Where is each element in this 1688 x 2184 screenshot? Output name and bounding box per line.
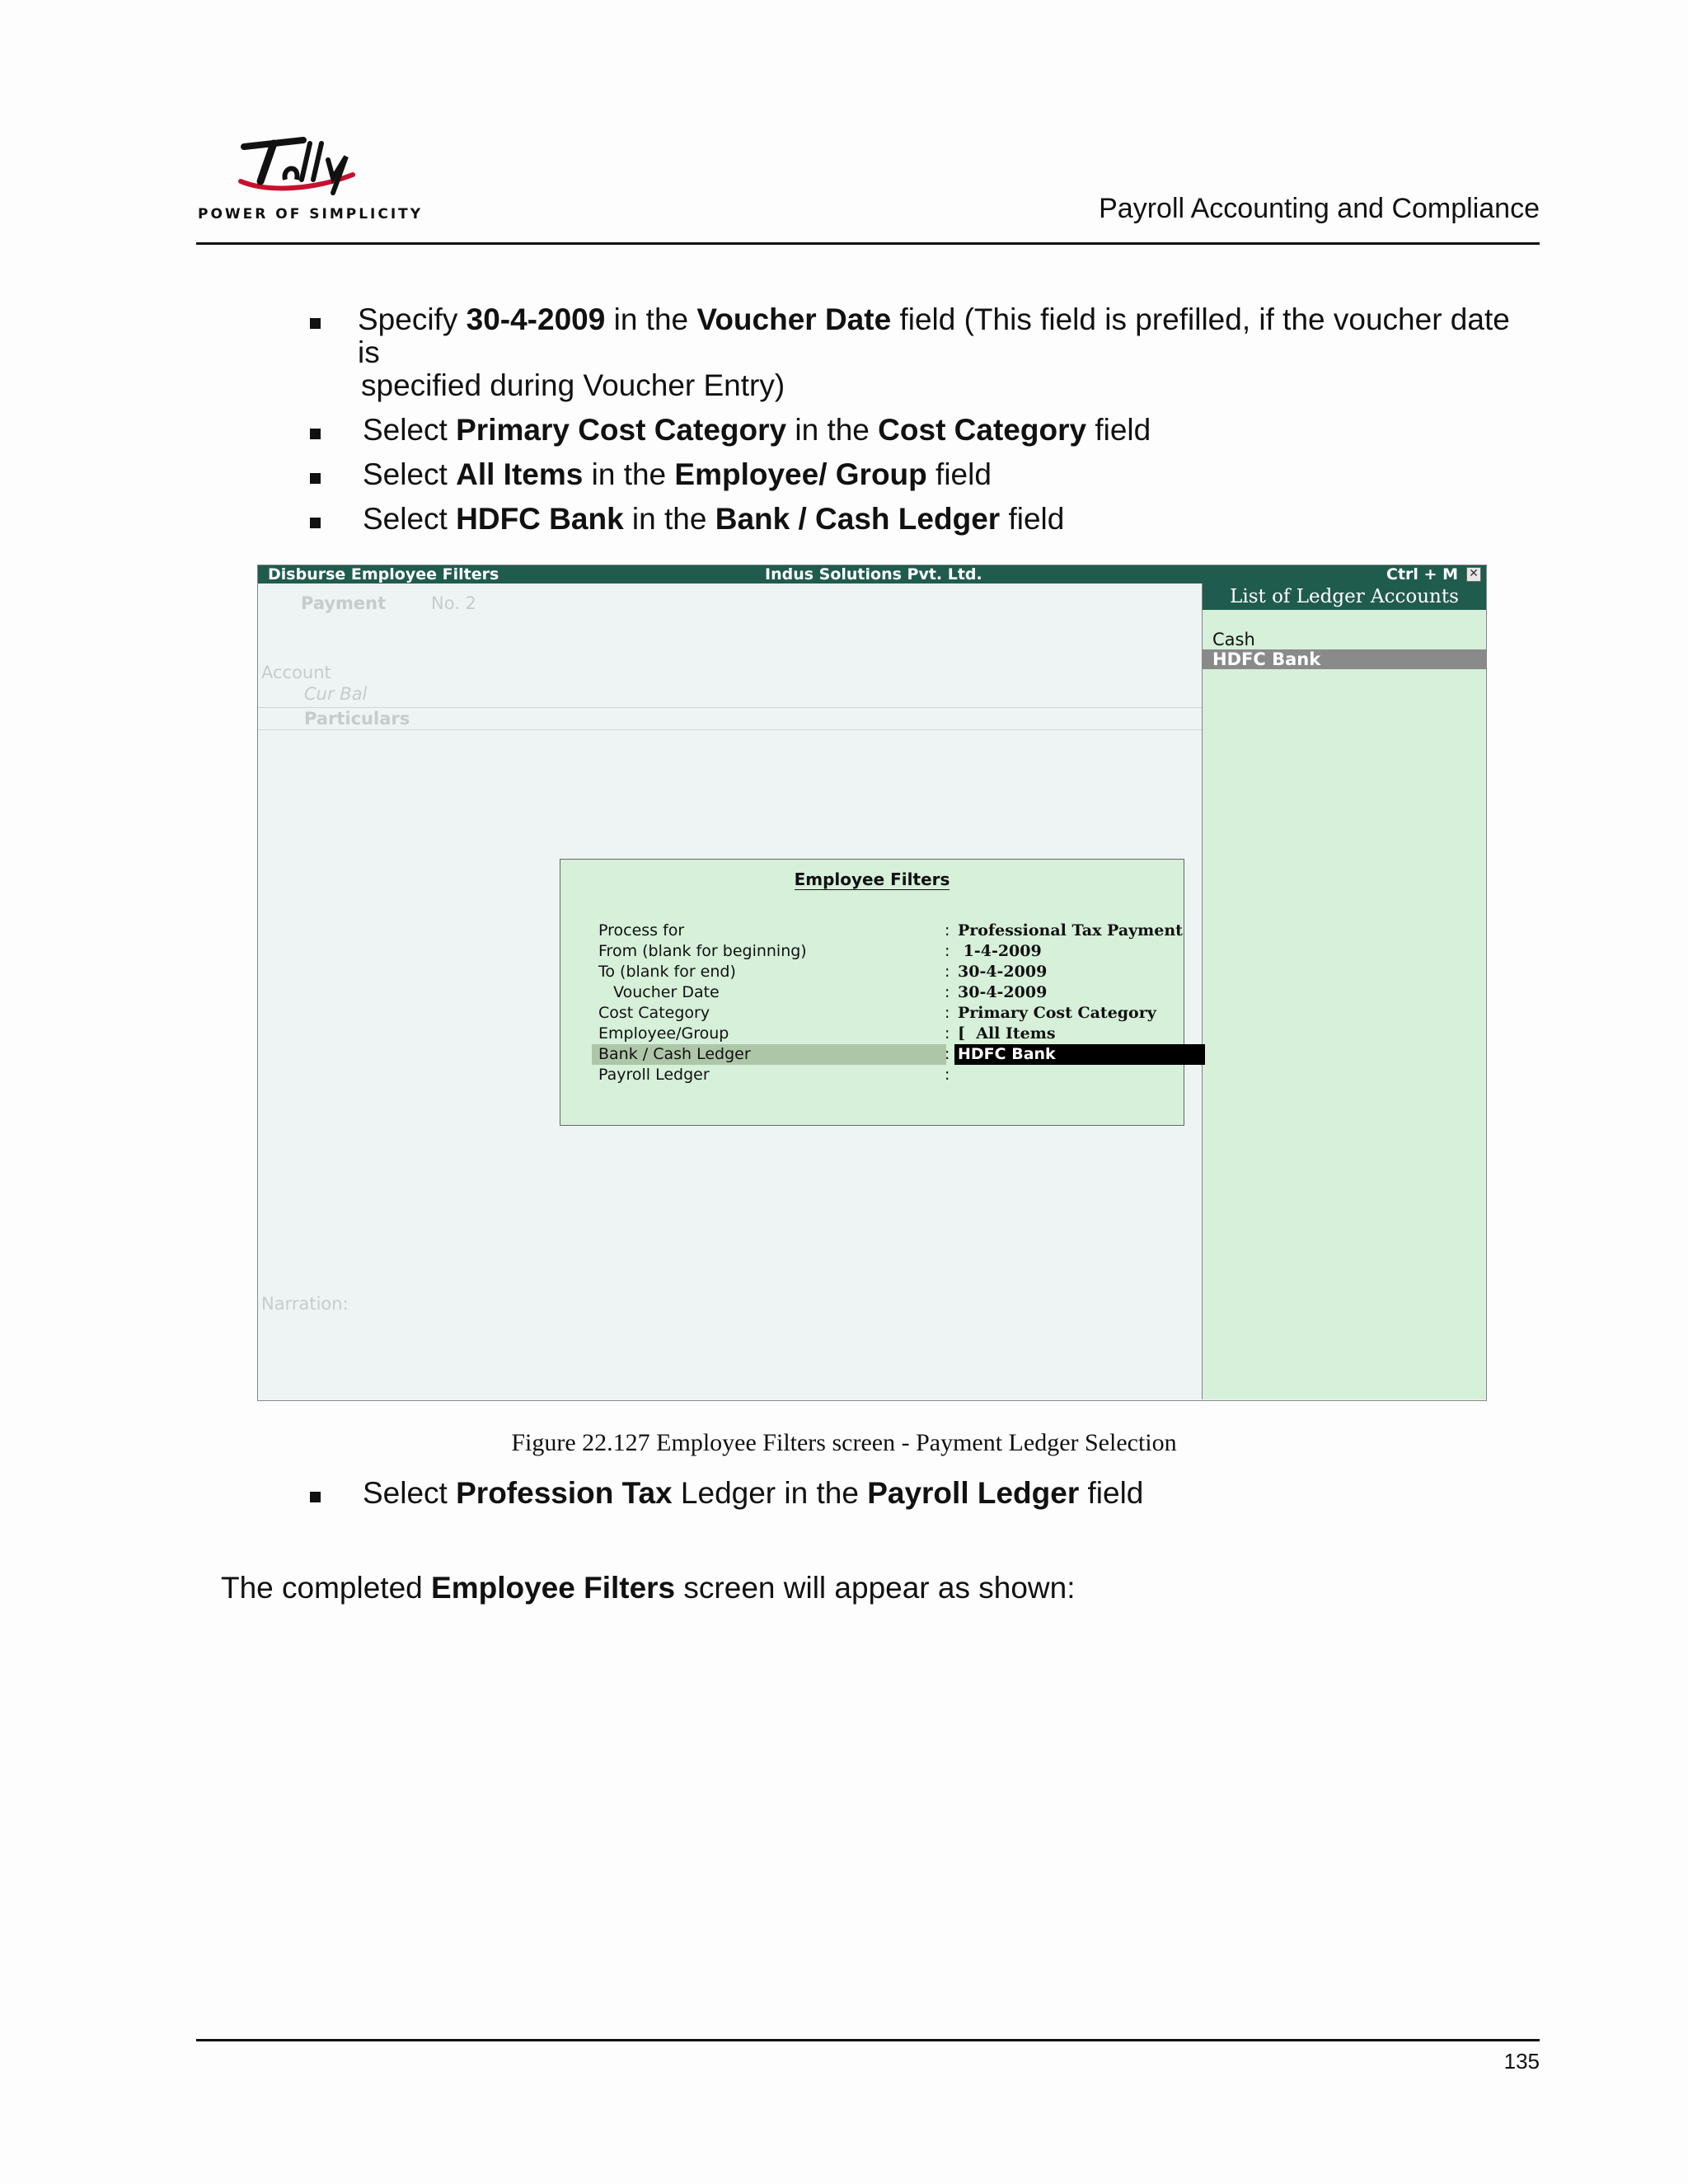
list-item	[307, 503, 1526, 536]
item-text: field	[1086, 413, 1151, 447]
field-colon: :	[945, 1045, 950, 1063]
item-text: Select	[363, 457, 457, 491]
bullet-icon	[310, 1492, 321, 1502]
field-colon: :	[945, 921, 950, 940]
field-label: Payroll Ledger	[598, 1066, 710, 1084]
field-label: Employee/Group	[598, 1024, 729, 1043]
field-label: To (blank for end)	[598, 963, 736, 981]
window-title-bar	[258, 565, 1486, 583]
field-employee-group[interactable]	[592, 1024, 1174, 1044]
para-text: screen will appear as shown:	[675, 1571, 1076, 1605]
employee-filters-dialog	[560, 859, 1184, 1126]
field-colon: :	[945, 963, 950, 981]
page-number: 135	[1503, 2049, 1540, 2074]
bullet-icon	[310, 318, 321, 329]
item-bold: HDFC Bank	[456, 502, 624, 536]
field-payroll-ledger[interactable]	[592, 1065, 1174, 1085]
field-colon: :	[945, 983, 950, 1001]
list-item	[307, 458, 1526, 491]
item-text: field	[1079, 1476, 1144, 1510]
field-value: 1-4-2009	[958, 942, 1042, 960]
item-text: Select	[363, 1476, 457, 1510]
tally-wordmark	[236, 132, 359, 198]
field-voucher-date[interactable]	[592, 982, 1174, 1003]
instruction-list-2	[307, 1477, 1143, 1510]
item-bold: Employee/ Group	[674, 457, 927, 491]
field-label: Bank / Cash Ledger	[598, 1045, 751, 1063]
field-colon: :	[945, 942, 950, 960]
logo-tagline: POWER OF SIMPLICITY	[198, 206, 424, 223]
field-process-for[interactable]	[592, 921, 1183, 941]
item-continuation: specified during Voucher Entry)	[361, 368, 785, 402]
close-icon[interactable]: ✕	[1466, 567, 1481, 582]
voucher-number: No. 2	[431, 593, 476, 613]
footer-rule	[196, 2039, 1540, 2041]
para-text: The completed	[221, 1571, 432, 1605]
list-item	[307, 303, 1526, 402]
field-colon: :	[945, 1024, 950, 1043]
field-label: Voucher Date	[598, 983, 720, 1001]
field-value: Professional Tax Payment	[958, 921, 1183, 940]
ledger-list-panel	[1202, 583, 1486, 1399]
item-bold: Cost Category	[878, 413, 1087, 447]
instruction-list	[307, 303, 1526, 547]
bullet-icon	[310, 429, 321, 439]
particulars-header: Particulars	[304, 709, 410, 729]
ledger-list-heading: List of Ledger Accounts	[1203, 583, 1486, 610]
item-text: Specify	[358, 302, 467, 336]
item-bold: 30-4-2009	[466, 302, 606, 336]
item-bold: Primary Cost Category	[456, 413, 787, 447]
dialog-title	[560, 869, 1184, 889]
list-item	[307, 1477, 1143, 1510]
item-text: Select	[363, 413, 457, 447]
item-text: in the	[623, 502, 715, 536]
item-bold: Voucher Date	[696, 302, 892, 336]
company-name: Indus Solutions Pvt. Ltd.	[765, 565, 982, 583]
item-text: in the	[583, 457, 675, 491]
window-title: Disburse Employee Filters	[268, 565, 499, 583]
field-label: Process for	[598, 921, 685, 940]
field-colon: :	[945, 1004, 950, 1022]
ledger-item-hdfc-bank[interactable]: HDFC Bank	[1203, 649, 1486, 669]
header-title: Payroll Accounting and Compliance	[1099, 193, 1540, 224]
para-bold: Employee Filters	[431, 1571, 676, 1605]
voucher-type: Payment	[301, 593, 387, 613]
field-value: Primary Cost Category	[958, 1004, 1156, 1022]
field-cost-category[interactable]	[592, 1003, 1174, 1024]
item-text: field	[926, 457, 992, 491]
dialog-title-text: Employee Filters	[794, 869, 950, 889]
body-paragraph	[221, 1571, 1076, 1605]
list-item	[307, 414, 1526, 447]
item-text: field	[1000, 502, 1065, 536]
item-text: Select	[363, 502, 457, 536]
field-value: [ All Items	[958, 1024, 1056, 1043]
divider	[258, 729, 1202, 730]
tally-screenshot	[257, 565, 1487, 1401]
item-bold: Bank / Cash Ledger	[715, 502, 1001, 536]
field-to[interactable]	[592, 962, 1174, 982]
cur-bal-label: Cur Bal	[304, 684, 368, 704]
field-label: Cost Category	[598, 1004, 710, 1022]
field-value: 30-4-2009	[958, 983, 1048, 1001]
narration-label: Narration:	[261, 1294, 349, 1314]
bullet-icon	[310, 518, 321, 528]
field-from[interactable]	[592, 941, 1174, 962]
field-bank-cash-ledger[interactable]	[592, 1044, 1174, 1065]
account-label: Account	[261, 663, 331, 682]
shortcut-label: Ctrl + M	[1386, 565, 1458, 583]
figure-caption: Figure 22.127 Employee Filters screen - Payment Ledger Selection	[511, 1429, 1177, 1456]
field-label: From (blank for beginning)	[598, 942, 807, 960]
field-colon: :	[945, 1066, 950, 1084]
item-text: field (This field is prefilled, if the voucher date is	[358, 302, 1510, 369]
header-rule	[196, 242, 1540, 245]
item-bold: Payroll Ledger	[867, 1476, 1080, 1510]
tally-logo	[196, 132, 424, 231]
field-value-selected[interactable]: HDFC Bank	[954, 1044, 1205, 1065]
item-text: in the	[786, 413, 879, 447]
item-text: in the	[605, 302, 697, 336]
bullet-icon	[310, 473, 321, 484]
field-value: 30-4-2009	[958, 963, 1048, 981]
item-bold: Profession Tax	[456, 1476, 673, 1510]
item-bold: All Items	[456, 457, 584, 491]
ledger-item-cash[interactable]: Cash	[1212, 630, 1255, 649]
item-text: Ledger in the	[672, 1476, 868, 1510]
divider	[258, 707, 1202, 708]
